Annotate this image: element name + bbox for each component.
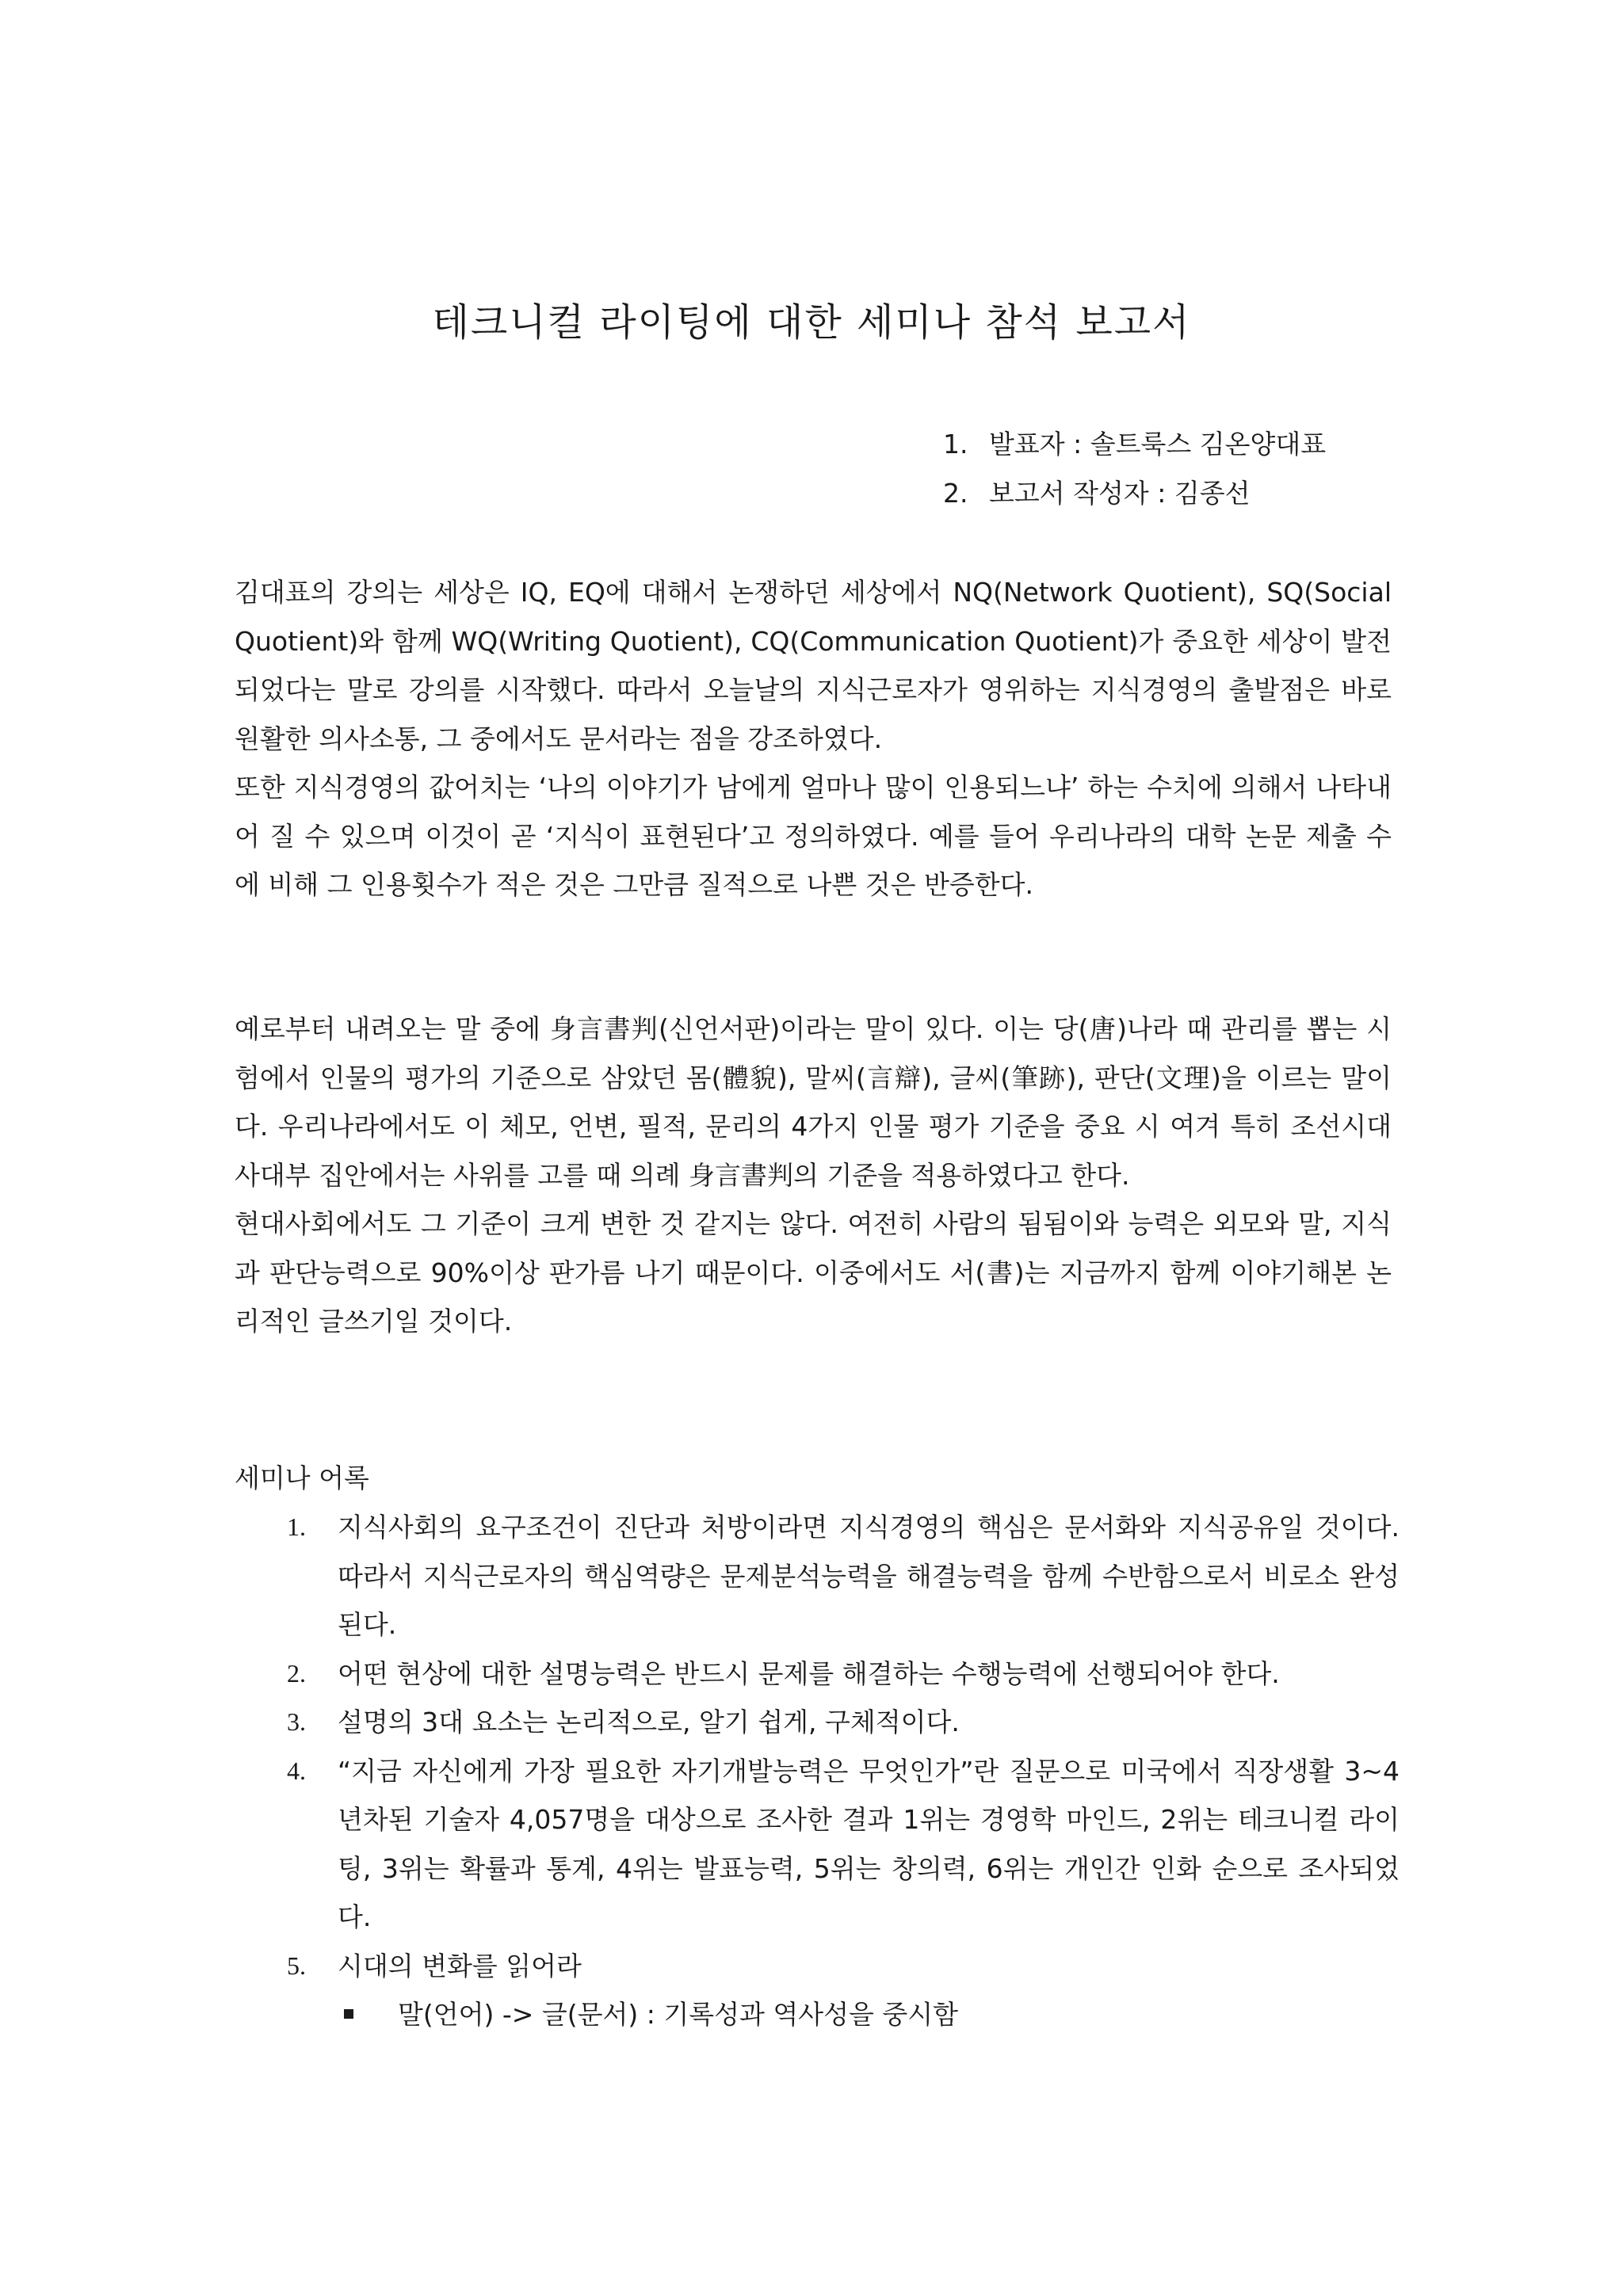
history-section xyxy=(235,1005,1392,1346)
paragraph: 현대사회에서도 그 기준이 크게 변한 것 같지는 않다. 여전히 사람의 됨됨이와 능력은 외모와 말, 지식과 판단능력으로 90%이상 판가름 나기 때문이다. 이중에서도 서(書)는 지금까지 함께 이야기해본 논리적인 글쓰기일 것이다. xyxy=(235,1208,1392,1337)
square-bullet-icon xyxy=(344,2009,353,2019)
document-title: 테크니컬 라이팅에 대한 세미나 참석 보고서 xyxy=(432,300,1191,345)
paragraph: 김대표의 강의는 세상은 IQ, EQ에 대해서 논쟁하던 세상에서 NQ(Network Quotient), SQ(Social Quotient)와 함께 WQ(Writing Quotient), CQ(Communication Quotient)가 중요한 세상이 발전되었다는 말로 강의를 시작했다. 따라서 오늘날의 지식근로자가 영위하는 지식경영의 출발점은 바로 원활한 의사소통, 그 중에서도 문서라는 점을 강조하였다. xyxy=(235,577,1392,754)
list-item xyxy=(235,1503,1400,1650)
list-text: “지금 자신에게 가장 필요한 자기개발능력은 무엇인가”란 질문으로 미국에서 직장생활 3~4년차된 기술자 4,057명을 대상으로 조사한 결과 1위는 경영학 마인드, 2위는 테크니컬 라이팅, 3위는 확률과 통계, 4위는 발표능력, 5위는 창의력, 6위는 개인간 인화 순으로 조사되었다. xyxy=(338,1755,1400,1932)
meta-number: 2. xyxy=(943,478,968,509)
list-number: 5. xyxy=(287,1951,306,1980)
paragraph: 예로부터 내려오는 말 중에 身言書判(신언서판)이라는 말이 있다. 이는 당(唐)나라 때 관리를 뽑는 시험에서 인물의 평가의 기준으로 삼았던 몸(體貌), 말씨(言辯), 글씨(筆跡), 판단(文理)을 이르는 말이다. 우리나라에서도 이 체모, 언변, 필적, 문리의 4가지 인물 평가 기준을 중요 시 여겨 특히 조선시대 사대부 집안에서는 사위를 고를 때 의례 身言書判의 기준을 적용하였다고 한다. xyxy=(235,1013,1392,1191)
list-text: 시대의 변화를 읽어라 xyxy=(338,1950,582,1981)
sub-list-text: 말(언어) -> 글(문서) : 기록성과 역사성을 중시함 xyxy=(398,1999,959,2030)
list-number: 4. xyxy=(287,1756,306,1785)
list-item xyxy=(235,1747,1400,1942)
list-text: 지식사회의 요구조건이 진단과 처방이라면 지식경영의 핵심은 문서화와 지식공유일 것이다. 따라서 지식근로자의 핵심역량은 문제분석능력을 해결능력을 함께 수반함으로서 비로소 완성된다. xyxy=(338,1512,1400,1640)
list-number: 1. xyxy=(287,1512,306,1541)
intro-section xyxy=(235,568,1392,910)
meta-presenter xyxy=(943,420,1326,469)
meta-text: 발표자 : 솔트룩스 김온양대표 xyxy=(989,429,1327,460)
meta-text: 보고서 작성자 : 김종선 xyxy=(989,478,1251,509)
paragraph: 또한 지식경영의 값어치는 ‘나의 이야기가 남에게 얼마나 많이 인용되느냐’ 하는 수치에 의해서 나타내어 질 수 있으며 이것이 곧 ‘지식이 표현된다’고 정의하였다. 예를 들어 우리나라의 대학 논문 제출 수에 비해 그 인용횟수가 적은 것은 그만큼 질적으로 나쁜 것은 반증한다. xyxy=(235,772,1392,900)
meta-author xyxy=(943,469,1326,518)
sub-list-item xyxy=(235,1990,1400,2039)
list-item xyxy=(235,1698,1400,1747)
report-meta xyxy=(943,420,1326,518)
list-text: 설명의 3대 요소는 논리적으로, 알기 쉽게, 구체적이다. xyxy=(338,1707,960,1737)
meta-number: 1. xyxy=(943,429,968,460)
list-number: 2. xyxy=(287,1658,306,1688)
list-item xyxy=(235,1650,1400,1699)
list-text: 어떤 현상에 대한 설명능력은 반드시 문제를 해결하는 수행능력에 선행되어야 한다. xyxy=(338,1657,1280,1689)
section-heading: 세미나 어록 xyxy=(235,1463,369,1493)
list-item xyxy=(235,1942,1400,1991)
quote-list xyxy=(235,1503,1400,2039)
list-number: 3. xyxy=(287,1707,306,1736)
